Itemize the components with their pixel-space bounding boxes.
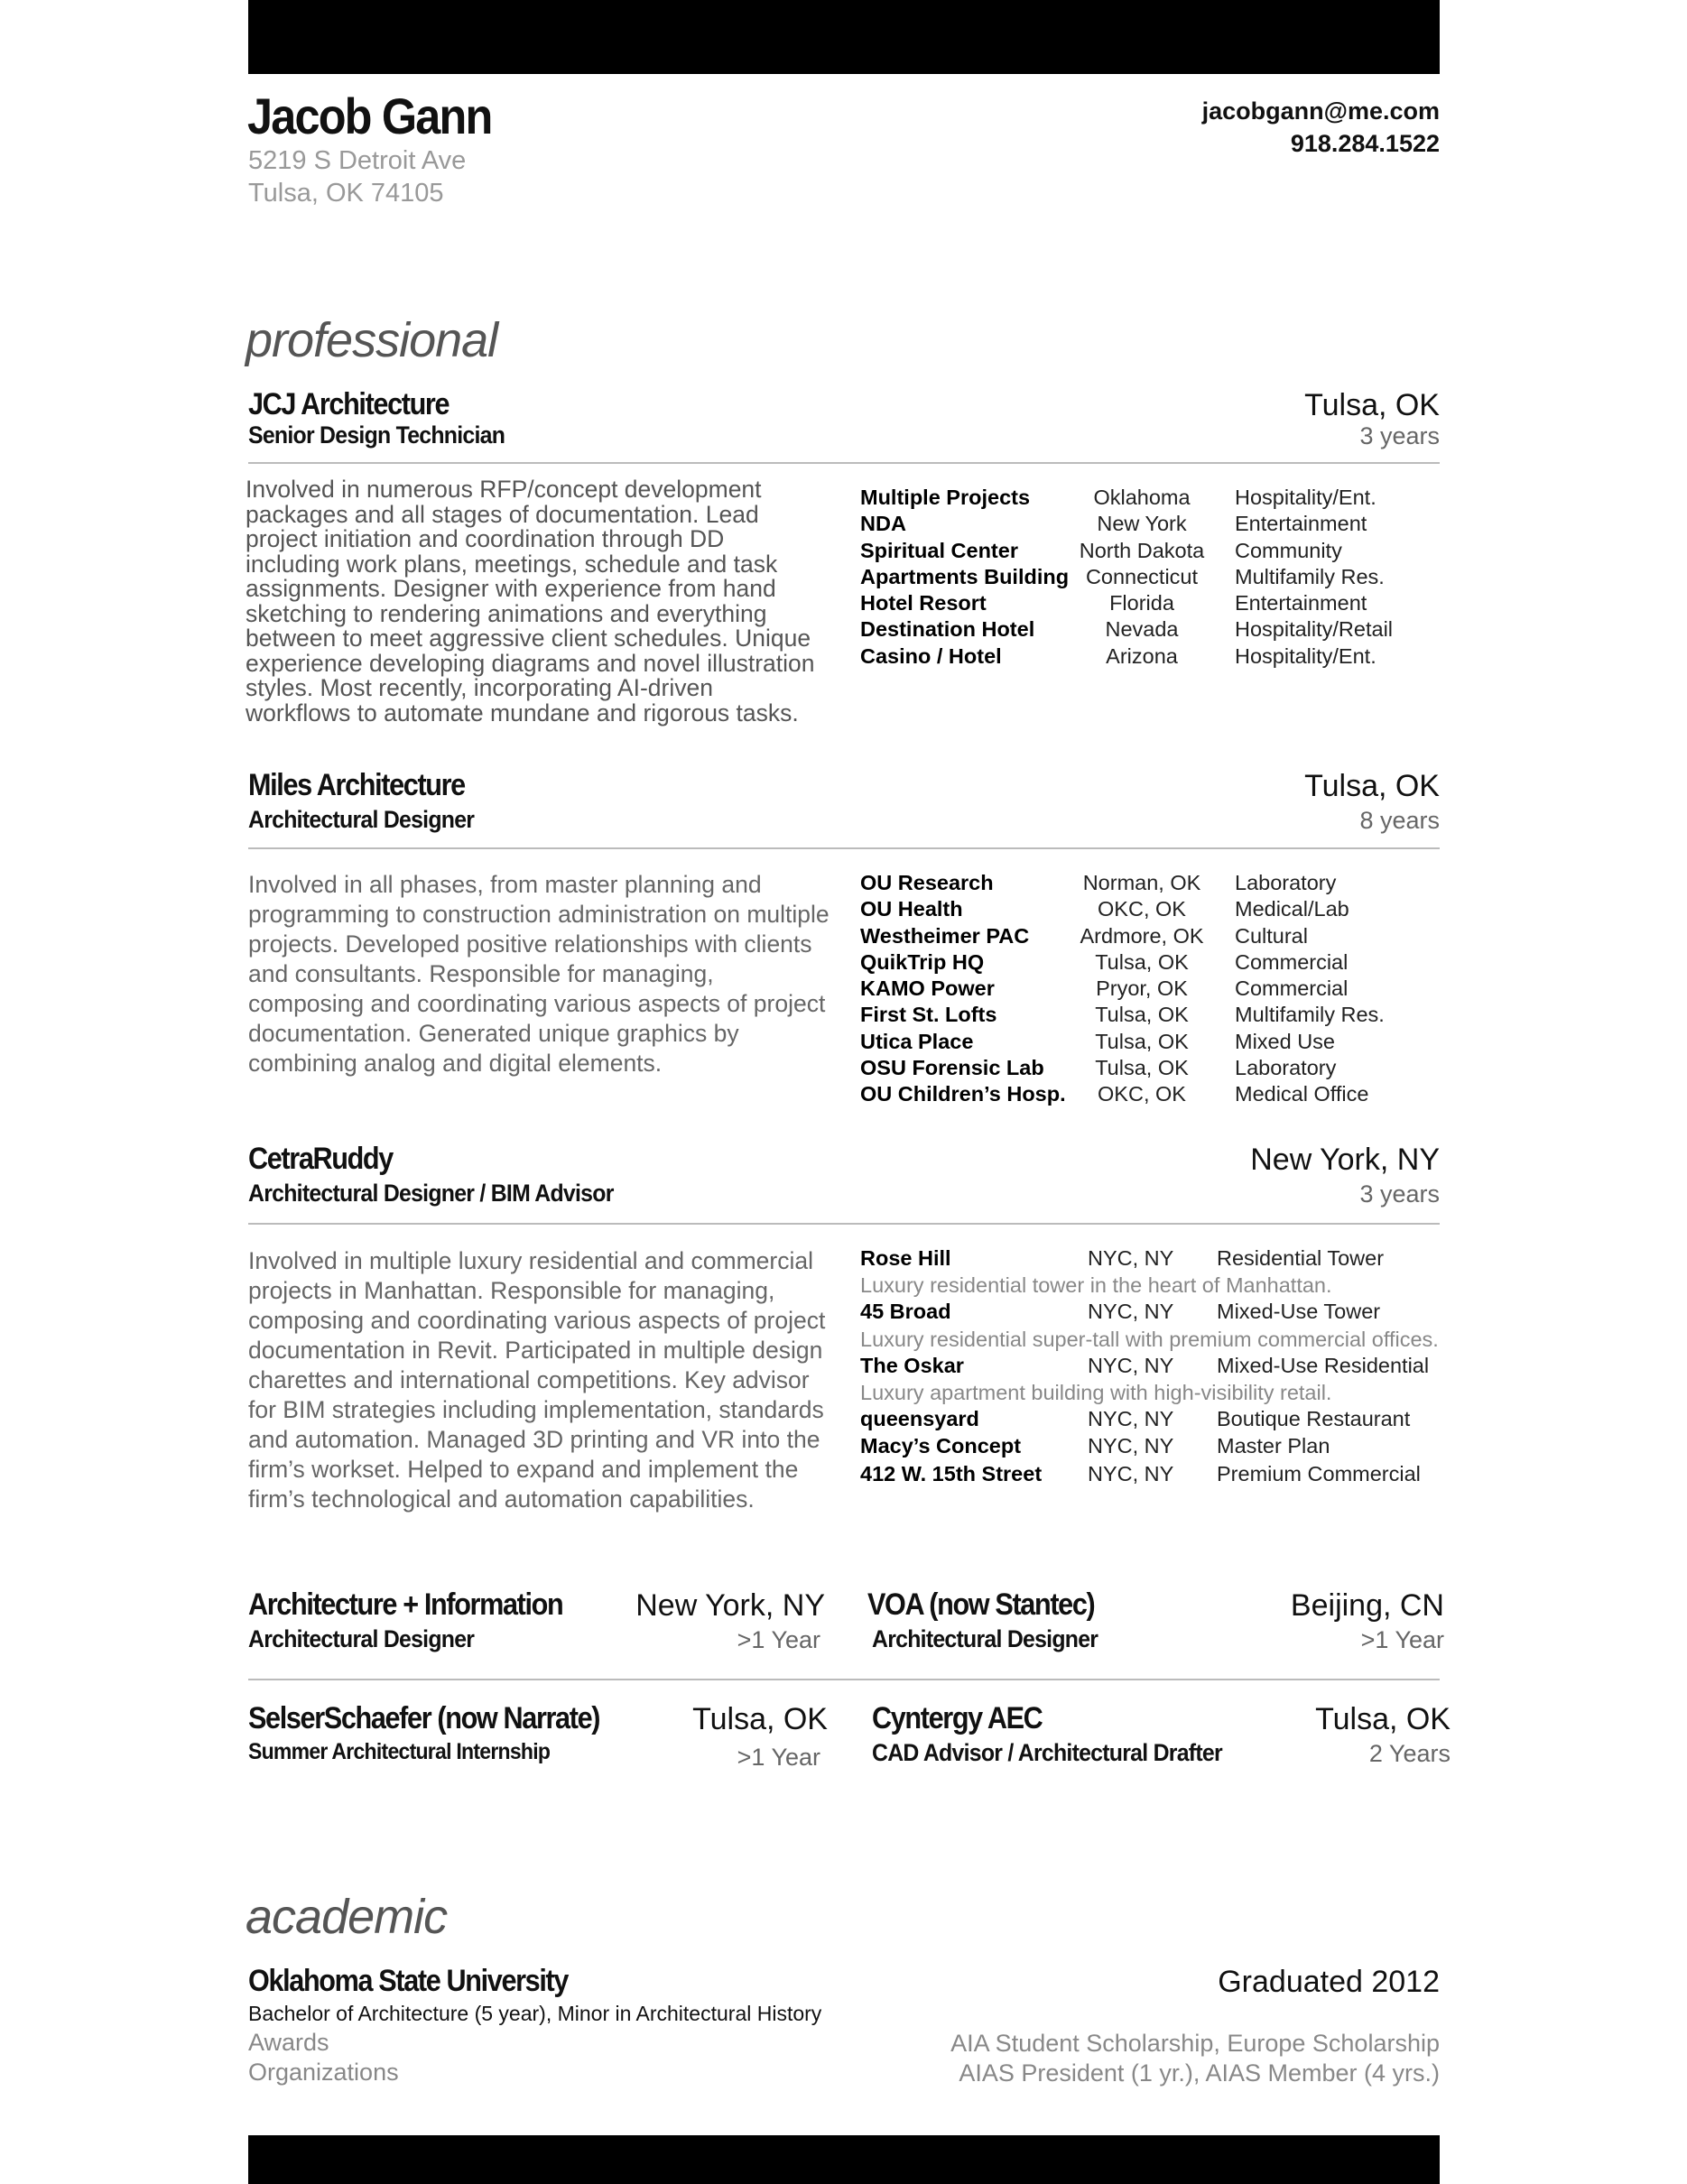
project-row — [860, 1055, 1385, 1081]
project-name: Rose Hill — [860, 1246, 951, 1270]
project-name: Apartments Building — [860, 564, 1070, 588]
project-place: Tulsa, OK — [1095, 1056, 1189, 1080]
job-title: CAD Advisor / Architectural Drafter — [872, 1739, 1222, 1766]
project-type: Laboratory — [1235, 871, 1337, 894]
project-place: OKC, OK — [1098, 897, 1186, 921]
project-name: OU Health — [860, 897, 963, 921]
firm-name: Miles Architecture — [248, 768, 465, 802]
project-note: Luxury residential super-tall with premium commercial offices. — [860, 1327, 1439, 1351]
project-name: Macy’s Concept — [860, 1434, 1022, 1458]
project-name: Westheimer PAC — [860, 923, 1030, 948]
job-duration: >1 Year — [737, 1626, 820, 1653]
organizations-list: AIAS President (1 yr.), AIAS Member (4 yrs.) — [959, 2059, 1440, 2087]
school-name: Oklahoma State University — [248, 1964, 568, 1998]
project-type: Laboratory — [1235, 1056, 1337, 1080]
job-title: Architectural Designer — [872, 1625, 1098, 1652]
project-name: 45 Broad — [860, 1300, 951, 1324]
project-place: NYC, NY — [1088, 1406, 1174, 1430]
job-description: Involved in multiple luxury residential and commercial projects in Manhattan. Responsible for managing, composing and coordinating various aspects of project documentation in Revit. Participated in multiple design charettes and international competitions. Key advisor for BIM strategies including implementation, standards and automation. Managed 3D printing and VR into the firm’s workset. Helped to expand and implement the firm’s technological and automation capabilities. — [248, 1247, 826, 1513]
project-name: OU Research — [860, 871, 994, 894]
job-title: Architectural Designer — [248, 806, 475, 833]
job-duration: >1 Year — [1360, 1626, 1444, 1653]
project-name: QuikTrip HQ — [860, 949, 985, 974]
job-title: Architectural Designer / BIM Advisor — [248, 1180, 614, 1207]
degree: Bachelor of Architecture (5 year), Minor in Architectural History — [248, 2002, 822, 2025]
project-place: Connecticut — [1085, 564, 1199, 588]
project-type: Multifamily Res. — [1235, 1003, 1385, 1027]
project-type: Entertainment — [1235, 512, 1367, 536]
phone: 918.284.1522 — [1290, 130, 1440, 157]
project-name: Destination Hotel — [860, 617, 1035, 642]
job-location: New York, NY — [635, 1588, 825, 1623]
job-duration: 3 years — [1359, 1180, 1440, 1208]
project-name: Casino / Hotel — [860, 643, 1002, 668]
job-description: Involved in all phases, from master planning and programming to construction administration on multiple projects. Developed positive relationships with clients and consultants. Responsible for managing, composing and coordinating various aspects of project documentation. Generated unique graphics by combining analog and digital elements. — [248, 871, 830, 1077]
project-row — [860, 485, 1393, 511]
firm-name: Cyntergy AEC — [872, 1701, 1043, 1735]
project-type: Boutique Restaurant — [1217, 1406, 1411, 1430]
email: jacobgann@me.com — [1201, 97, 1440, 125]
job-location: Tulsa, OK — [1304, 769, 1440, 803]
project-row — [860, 923, 1385, 949]
project-type: Mixed-Use Residential — [1217, 1353, 1430, 1377]
project-type: Premium Commercial — [1217, 1461, 1421, 1485]
project-type: Commercial — [1235, 976, 1349, 1001]
project-row — [860, 976, 1385, 1002]
job-description: Involved in numerous RFP/concept development packages and all stages of documentation. Lead project initiation and coordination through DD including work plans, meetings, schedule and task assignments. Designer with experience from hand sketching to rendering animations and everything between to meet aggressive client schedules. Unique experience developing diagrams and novel illustration styles. Most recently, incorporating AI-driven workflows to automate mundane and rigorous tasks. — [246, 476, 815, 726]
job-duration: 3 years — [1359, 422, 1440, 449]
project-type: Cultural — [1235, 923, 1308, 948]
project-row — [860, 1299, 1439, 1325]
firm-name: VOA (now Stantec) — [867, 1587, 1095, 1622]
project-type: Master Plan — [1217, 1434, 1330, 1458]
job-location: Tulsa, OK — [692, 1702, 828, 1736]
job-location: Tulsa, OK — [1315, 1702, 1451, 1736]
project-name: NDA — [860, 512, 906, 536]
project-type: Hospitality/Ent. — [1235, 486, 1376, 509]
project-list-cetra — [860, 1245, 1439, 1488]
project-type: Medical Office — [1235, 1082, 1369, 1106]
project-place: Tulsa, OK — [1095, 1003, 1189, 1027]
project-row — [860, 1081, 1385, 1107]
project-type: Medical/Lab — [1235, 897, 1349, 921]
project-row — [860, 949, 1385, 976]
job-location: Tulsa, OK — [1304, 388, 1440, 422]
project-name: First St. Lofts — [860, 1003, 997, 1027]
project-place: NYC, NY — [1088, 1434, 1174, 1458]
project-place: Tulsa, OK — [1095, 1029, 1189, 1053]
project-row — [860, 896, 1385, 922]
job-location: Beijing, CN — [1290, 1588, 1444, 1623]
resume-name: Jacob Gann — [247, 88, 492, 144]
project-type: Community — [1235, 538, 1342, 562]
project-type: Mixed Use — [1235, 1029, 1336, 1053]
project-place: North Dakota — [1079, 538, 1205, 562]
project-row — [860, 1002, 1385, 1028]
project-place: Tulsa, OK — [1095, 949, 1189, 974]
project-place: Nevada — [1105, 617, 1179, 642]
project-place: Pryor, OK — [1096, 976, 1188, 1001]
graduation-year: Graduated 2012 — [1218, 1965, 1440, 1999]
project-place: Oklahoma — [1093, 486, 1191, 509]
project-row — [860, 1406, 1439, 1434]
project-row — [860, 538, 1393, 564]
job-title: Summer Architectural Internship — [248, 1739, 551, 1764]
project-type: Residential Tower — [1217, 1246, 1385, 1270]
project-row — [860, 1433, 1439, 1461]
project-list-jcj — [860, 485, 1393, 670]
project-name: Utica Place — [860, 1029, 974, 1053]
divider — [248, 1679, 1440, 1680]
divider — [248, 462, 1440, 464]
project-row — [860, 564, 1393, 590]
project-type: Hospitality/Ent. — [1235, 643, 1376, 668]
section-title-academic: academic — [246, 1890, 448, 1944]
project-place: NYC, NY — [1088, 1461, 1174, 1485]
awards-label: Awards — [248, 2029, 329, 2056]
firm-name: Architecture + Information — [248, 1587, 563, 1622]
project-name: OU Children’s Hosp. — [860, 1082, 1066, 1106]
job-duration: >1 Year — [737, 1744, 820, 1771]
divider — [248, 1223, 1440, 1225]
project-type: Hospitality/Retail — [1235, 617, 1394, 642]
project-note: Luxury residential tower in the heart of Manhattan. — [860, 1273, 1332, 1298]
address-line-1: 5219 S Detroit Ave — [248, 146, 467, 175]
section-title-professional: professional — [246, 313, 498, 367]
firm-name: CetraRuddy — [248, 1142, 393, 1176]
project-type: Multifamily Res. — [1235, 564, 1385, 588]
project-name: queensyard — [860, 1406, 979, 1430]
firm-name: JCJ Architecture — [248, 387, 450, 421]
project-row — [860, 511, 1393, 537]
project-row — [860, 1461, 1439, 1489]
organizations-label: Organizations — [248, 2059, 399, 2086]
project-note: Luxury apartment building with high-visibility retail. — [860, 1380, 1332, 1404]
project-type: Entertainment — [1235, 591, 1367, 615]
project-place: NYC, NY — [1088, 1246, 1174, 1270]
job-duration: 2 Years — [1368, 1740, 1451, 1767]
project-row — [860, 616, 1393, 643]
project-name: Hotel Resort — [860, 591, 987, 615]
project-place: OKC, OK — [1098, 1082, 1186, 1106]
project-type: Commercial — [1235, 949, 1349, 974]
project-type: Mixed-Use Tower — [1217, 1300, 1381, 1324]
project-row — [860, 870, 1385, 896]
firm-name: SelserSchaefer (now Narrate) — [248, 1701, 600, 1735]
project-row — [860, 1029, 1385, 1055]
project-row — [860, 1353, 1439, 1379]
bottom-black-bar — [248, 2135, 1440, 2184]
project-place: New York — [1097, 512, 1187, 536]
project-name: Spiritual Center — [860, 538, 1018, 562]
address-line-2: Tulsa, OK 74105 — [248, 179, 444, 208]
project-name: Multiple Projects — [860, 486, 1031, 509]
project-place: Arizona — [1106, 643, 1178, 668]
project-name: OSU Forensic Lab — [860, 1056, 1044, 1080]
project-row — [860, 1245, 1439, 1272]
job-title: Senior Design Technician — [248, 421, 505, 449]
project-list-miles — [860, 870, 1385, 1108]
divider — [248, 847, 1440, 849]
project-row — [860, 590, 1393, 616]
job-title: Architectural Designer — [248, 1625, 475, 1652]
project-name: KAMO Power — [860, 976, 995, 1001]
top-black-bar — [248, 0, 1440, 74]
project-place: NYC, NY — [1088, 1300, 1174, 1324]
project-place: Ardmore, OK — [1080, 923, 1204, 948]
project-row — [860, 643, 1393, 670]
job-duration: 8 years — [1359, 807, 1440, 834]
job-location: New York, NY — [1250, 1143, 1440, 1177]
project-place: Florida — [1109, 591, 1174, 615]
project-name: The Oskar — [860, 1353, 964, 1377]
project-place: Norman, OK — [1082, 871, 1201, 894]
awards-list: AIA Student Scholarship, Europe Scholarship — [950, 2030, 1440, 2057]
project-place: NYC, NY — [1088, 1353, 1174, 1377]
project-name: 412 W. 15th Street — [860, 1461, 1043, 1485]
